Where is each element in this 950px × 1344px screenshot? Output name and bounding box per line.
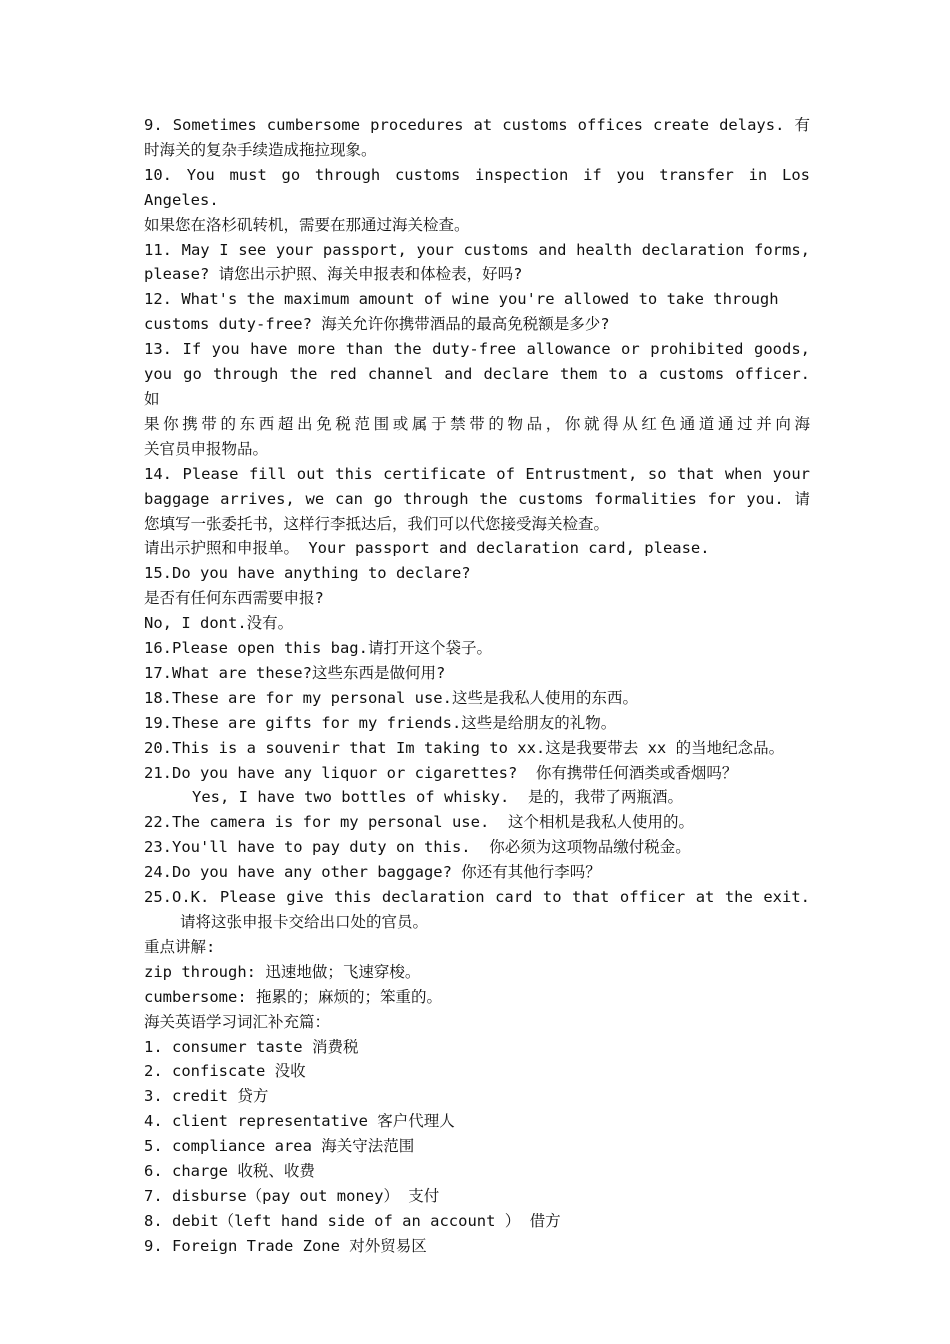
text-line: you go through the red channel and declare them to a customs officer. 如 [144, 365, 820, 408]
text-line: 25.O.K. Please give this declaration card to that officer at the exit. [144, 888, 810, 907]
text-line: 23.You'll have to pay duty on this. 你必须为这项物品缴付税金。 [144, 838, 691, 857]
text-line: 13. If you have more than the duty-free allowance or prohibited goods, [144, 340, 810, 359]
text-line: 10. You must go through customs inspection if you transfer in Los Angeles. [144, 165, 820, 209]
text-line: 关官员申报物品。 [144, 439, 269, 458]
text-line: 8. debit（left hand side of an account ） 借方 [144, 1211, 561, 1230]
text-line: 是否有任何东西需要申报? [144, 589, 324, 608]
text-line: 5. compliance area 海关守法范围 [144, 1137, 415, 1156]
text-line: 请将这张申报卡交给出口处的官员。 [180, 913, 429, 931]
text-line: 14. Please fill out this certificate of Entrustment, so that when your [144, 464, 810, 483]
text-line: Yes, I have two bottles of whisky. 是的，我带了两瓶酒。 [192, 788, 683, 807]
text-line: 请出示护照和申报单。 Your passport and declaration card, please. [144, 539, 710, 558]
text-line: baggage arrives, we can go through the customs formalities for you. 请 [144, 489, 810, 508]
text-line: 20.This is a souvenir that Im taking to xx.这是我要带去 xx 的当地纪念品。 [144, 738, 785, 757]
text-line: 1. consumer taste 消费税 [144, 1037, 359, 1056]
text-line: 您填写一张委托书，这样行李抵达后，我们可以代您接受海关检查。 [144, 514, 610, 533]
text-line: 3. credit 贷方 [144, 1087, 269, 1106]
text-line: 如果您在洛杉矶转机，需要在那通过海关检查。 [144, 215, 470, 234]
text-line: 6. charge 收税、收费 [144, 1162, 315, 1181]
text-line: 重点讲解: [144, 937, 216, 956]
text-line: 9. Foreign Trade Zone 对外贸易区 [144, 1236, 427, 1255]
text-line: customs duty-free? 海关允许你携带酒品的最高免税额是多少? [144, 315, 610, 334]
text-line: 时海关的复杂手续造成拖拉现象。 [144, 140, 377, 159]
text-line: 果你携带的东西超出免税范围或属于禁带的物品，你就得从红色通道通过并向海 [144, 414, 810, 433]
text-line: 21.Do you have any liquor or cigarettes? 你有携带任何酒类或香烟吗？ [144, 763, 738, 782]
text-line: 2. confiscate 没收 [144, 1062, 306, 1081]
text-line: 22.The camera is for my personal use. 这个相机是我私人使用的。 [144, 813, 694, 832]
text-line: please? 请您出示护照、海关申报表和体检表，好吗? [144, 265, 523, 284]
text-line: 12. What's the maximum amount of wine you're allowed to take through [144, 290, 779, 309]
text-line: 7. disburse（pay out money） 支付 [144, 1186, 440, 1205]
text-line: 4. client representative 客户代理人 [144, 1112, 455, 1131]
text-line: 海关英语学习词汇补充篇： [144, 1012, 331, 1031]
text-line: 11. May I see your passport, your customs and health declaration forms, [144, 240, 810, 259]
text-line: No, I dont.没有。 [144, 614, 294, 633]
text-line: 15.Do you have anything to declare? [144, 564, 471, 583]
text-line: 19.These are gifts for my friends.这些是给朋友的礼物。 [144, 713, 617, 732]
text-line: 16.Please open this bag.请打开这个袋子。 [144, 639, 492, 658]
text-line: zip through: 迅速地做；飞速穿梭。 [144, 962, 421, 981]
text-line: 18.These are for my personal use.这些是我私人使用的东西。 [144, 688, 638, 707]
text-line: cumbersome: 拖累的；麻烦的；笨重的。 [144, 987, 442, 1006]
document-body [144, 113, 820, 1259]
text-line: 9. Sometimes cumbersome procedures at customs offices create delays. 有 [144, 116, 810, 134]
text-line: 24.Do you have any other baggage? 你还有其他行李吗？ [144, 863, 601, 882]
text-line: 17.What are these?这些东西是做何用? [144, 663, 446, 682]
